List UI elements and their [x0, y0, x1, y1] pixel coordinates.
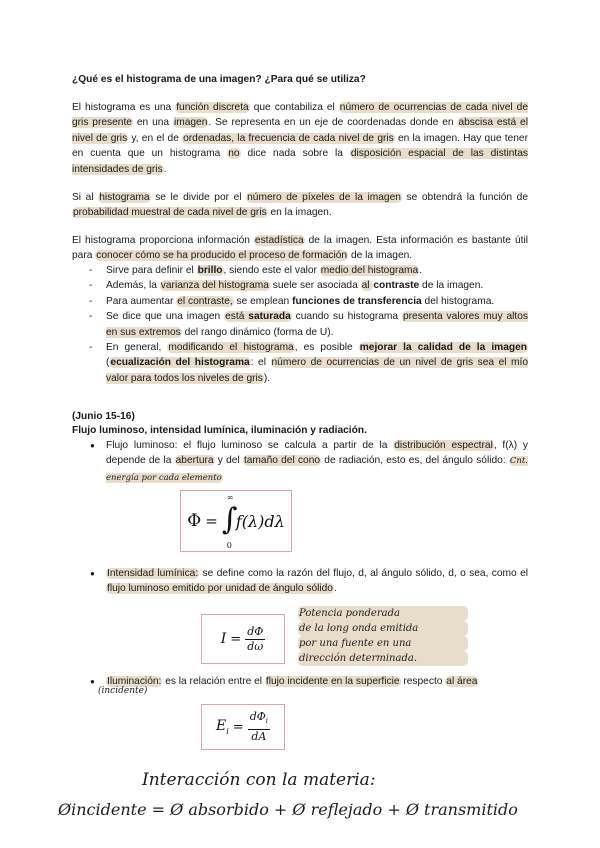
handwritten-note: Cnt. energía por cada elemento — [106, 456, 528, 483]
flujo-list — [72, 438, 528, 486]
formula-illumination: $E_i$ = $\frac{d\Phi_i}{dA}$ — [201, 704, 285, 750]
list-item: ● Intensidad lumínica: se define como la razón del flujo, d, al ángulo sólido, d, o sea, como el flujo luminoso emitido por unidad de ángulo sólido. — [72, 566, 528, 597]
section-title: Flujo luminoso, intensidad lumínica, iluminación y radiación. — [72, 425, 367, 436]
formula-flux: Φ = ∫ ∞ 0 f(λ)dλ — [180, 490, 292, 552]
list-item: - Además, la varianza del histograma suele ser asociada al contraste de la imagen. — [72, 278, 528, 293]
highlight: no — [228, 148, 240, 160]
handwritten-note-incident: (incidente) — [98, 686, 148, 696]
list-item: - Sirve para definir el brillo, siendo este el valor medio del histograma. — [72, 263, 528, 278]
highlight: disposición espacial de las distintas intensidades de gris — [72, 148, 529, 175]
handwritten-interaction-equation: Øincidente = Ø absorbido + Ø reflejado + Ø transmitido — [58, 800, 518, 819]
integral-sign: ∫ ∞ 0 — [221, 493, 238, 550]
highlight: estadística — [254, 235, 304, 246]
handwritten-interaction-title: Interacción con la materia: — [142, 770, 376, 790]
paragraph-probability: Si al histograma se le divide por el número de píxeles de la imagen se obtendrá la función de probabilidad muestral de cada nivel de gris en la imagen. — [72, 192, 528, 219]
list-item: - Para aumentar el contraste, se emplean funciones de transferencia del histograma. — [72, 294, 528, 309]
list-item: - En general, modificando el histograma, es posible mejorar la calidad de la imagen (ecualización del histograma: el número de ocurrencias de un nivel de gris sea el mío valor para todos los niveles de gris). — [72, 340, 528, 386]
highlight: conocer cómo se ha producido el proceso de formación — [96, 250, 348, 262]
handwritten-note-intensity: Potencia ponderada de la long onda emitida por una fuente en una dirección determinada. — [298, 606, 468, 666]
highlight: número de ocurrencias de cada nivel de gris presente — [72, 102, 528, 129]
highlight: histograma — [99, 192, 150, 203]
highlight: función discreta — [176, 102, 249, 113]
highlight: abscisa está el nivel de gris — [72, 117, 528, 144]
list-item: - Se dice que una imagen está saturada cuando su histograma presenta valores muy altos en sus extremos del rango dinámico (forma de U). — [72, 309, 528, 340]
histogram-properties-list — [72, 263, 528, 386]
highlight: imagen — [173, 117, 208, 129]
question-title: ¿Qué es el histograma de una imagen? ¿Para qué se utiliza? — [72, 74, 366, 85]
list-item: ● Iluminación: es la relación entre el flujo incidente en la superficie respecto al área — [72, 674, 528, 689]
paragraph-histogram-definition: El histograma es una función discreta que contabiliza el número de ocurrencias de cada nivel de gris presente en una imagen. Se representa en un eje de coordenadas donde en abscisa está el nivel de gris y, en el de ordenadas, la frecuencia de cada nivel de gris en la imagen. Hay que tener en cuenta que un histograma no dice nada sobre la disposición espacial de las distintas intensidades de gris. — [72, 102, 529, 175]
list-item: ● Flujo luminoso: el flujo luminoso se calcula a partir de la distribución espectral, f(λ) y depende de la abertura y del tamaño del cono de radiación, esto es, del ángulo sólido: Cnt. energía por cada elemento — [72, 438, 528, 486]
highlight: ordenadas, la frecuencia de cada nivel de gris — [183, 132, 394, 144]
paragraph-statistics: El histograma proporciona información estadística de la imagen. Esta información es bastante útil para conocer cómo se ha producido el proceso de formación de la imagen. — [72, 235, 528, 262]
section-date: (Junio 15-16) — [72, 411, 135, 422]
intensidad-list — [72, 566, 528, 597]
highlight: probabilidad muestral de cada nivel de gris — [73, 207, 267, 219]
highlight: número de píxeles de la imagen — [247, 192, 401, 203]
formula-intensity: I = $\frac{d\Phi}{d\omega}$ — [201, 614, 285, 664]
